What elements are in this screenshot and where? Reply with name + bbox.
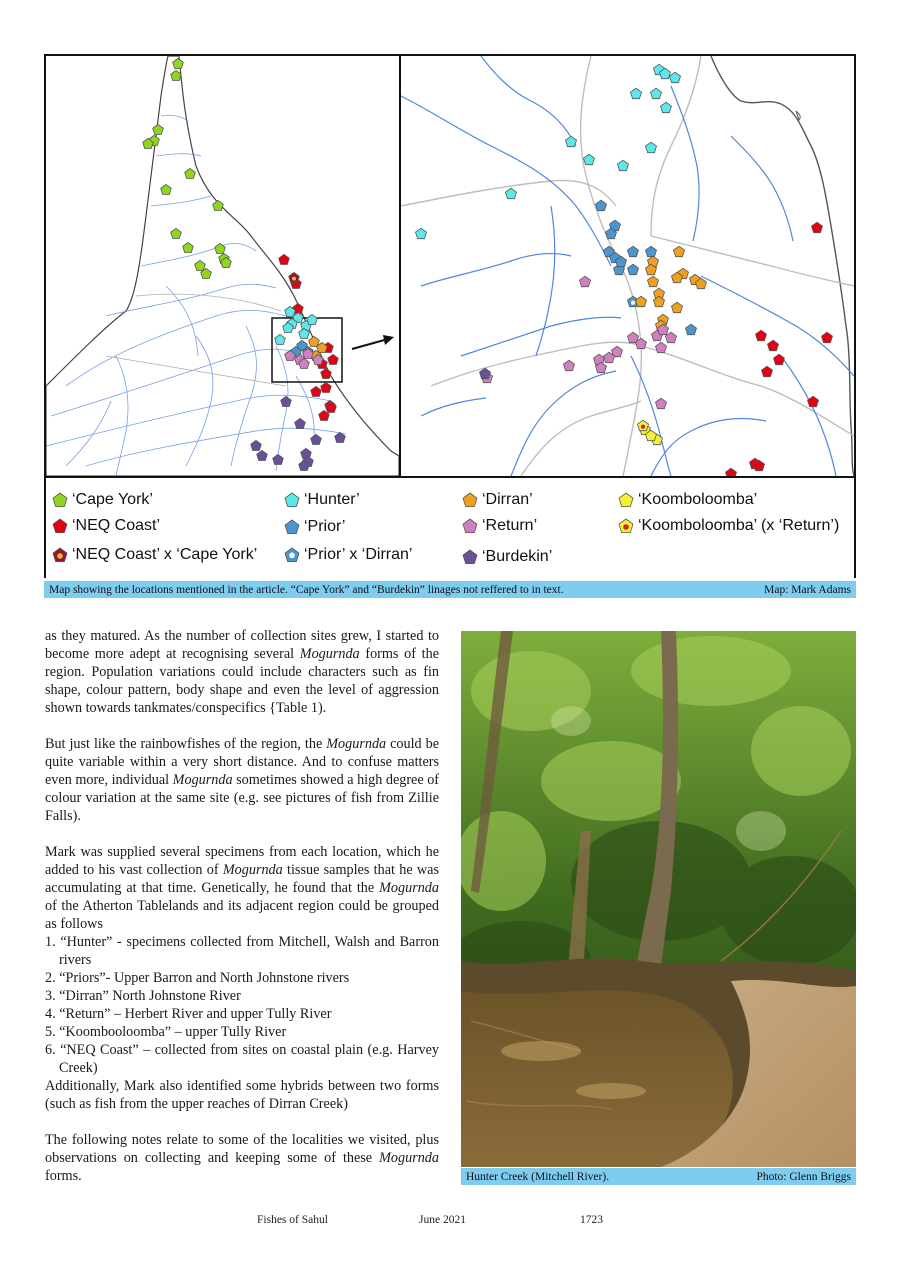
legend-burdekin	[462, 546, 552, 568]
list-item: 5. “Koombooloomba” – upper Tully River	[45, 1024, 287, 1040]
site-marker-center	[641, 425, 645, 429]
grouping-list	[45, 933, 439, 1077]
map-caption	[44, 581, 856, 598]
site-marker	[651, 88, 662, 99]
legend-label: ‘Cape York’	[72, 491, 153, 508]
pentagon-marker-icon	[52, 492, 68, 508]
legend-label: ‘Hunter’	[304, 491, 360, 508]
site-marker	[670, 72, 681, 83]
map-overview-svg	[46, 56, 399, 476]
legend-label: ‘Dirran’	[482, 491, 533, 508]
map-inset-svg	[401, 56, 854, 476]
map-figure	[44, 54, 856, 578]
site-marker	[279, 254, 290, 264]
pentagon-marker-icon	[284, 492, 300, 508]
site-marker	[646, 246, 657, 257]
pentagon-marker-icon	[52, 518, 68, 534]
site-marker	[812, 222, 823, 233]
site-marker	[618, 160, 629, 171]
map-legend	[46, 476, 854, 578]
photo-caption	[461, 1168, 856, 1185]
list-item: 2. “Priors”- Upper Barron and North Johnstone rivers	[45, 970, 350, 986]
site-marker	[564, 360, 575, 371]
site-marker	[646, 142, 657, 153]
site-marker	[726, 468, 737, 476]
paragraph-5: The following notes relate to some of the localities we visited, plus observations on collecting and keeping some of these Mogurnda forms.	[45, 1132, 439, 1184]
legend-cape-york	[52, 489, 153, 511]
list-item: 3. “Dirran” North Johnstone River	[45, 988, 241, 1004]
site-marker	[686, 324, 697, 335]
legend-hunter	[284, 489, 360, 511]
map-credit: Map: Mark Adams	[764, 583, 851, 596]
legend-prior	[284, 516, 345, 538]
site-marker	[307, 314, 318, 324]
footer-date: June 2021	[419, 1214, 466, 1226]
pentagon-marker-icon	[52, 547, 68, 563]
site-marker	[628, 264, 639, 275]
site-marker	[328, 354, 339, 364]
site-marker	[661, 102, 672, 113]
legend-koomboloomba	[618, 489, 757, 511]
site-marker	[584, 154, 595, 165]
site-marker	[656, 342, 667, 353]
site-marker	[822, 332, 833, 343]
pentagon-marker-icon	[618, 492, 634, 508]
site-marker	[672, 302, 683, 313]
legend-label: ‘Koomboloomba’	[638, 491, 758, 508]
article-body	[45, 627, 439, 1185]
footer-page-number: 1723	[580, 1214, 603, 1226]
site-marker	[756, 330, 767, 341]
paragraph-2: But just like the rainbowfishes of the region, the Mogurnda could be quite variable within a very short distance. And to confuse matters even more, individual Mogurnda sometimes showed a high degree of colour variation at the same site (e.g. see pictures of fish from Zillie Falls).	[45, 736, 440, 824]
map-caption-text: Map showing the locations mentioned in the article. “Cape York” and “Burdekin” linages not reffered to in text.	[49, 583, 564, 596]
site-marker	[768, 340, 779, 351]
paragraph-3: Mark was supplied several specimens from each location, which he added to his vast collection of Mogurnda tissue samples that he was accumulating at that time. Genetically, he found that the Mogurnda of the Atherton Tablelands and its adjacent region could be grouped as follows	[45, 844, 439, 932]
site-marker	[648, 276, 659, 287]
pentagon-marker-icon	[462, 549, 478, 565]
creek-photo	[461, 631, 856, 1167]
legend-return	[462, 515, 537, 537]
legend-label: ‘Burdekin’	[482, 548, 553, 565]
map-overview	[46, 56, 401, 476]
site-marker	[808, 396, 819, 407]
map-inset	[401, 56, 854, 476]
legend-label: ‘Prior’	[304, 518, 346, 535]
pentagon-marker-icon	[462, 518, 478, 534]
site-marker	[774, 354, 785, 365]
site-marker	[416, 228, 427, 239]
site-marker	[631, 88, 642, 99]
list-item: 6. “NEQ Coast” – collected from sites on coastal plain (e.g. Harvey Creek)	[45, 1042, 439, 1076]
legend-label: ‘Koomboloomba’ (x ‘Return’)	[638, 517, 840, 534]
site-marker-center	[292, 277, 296, 281]
legend-koomboloomba-x-return	[618, 515, 839, 537]
site-marker	[656, 398, 667, 409]
site-marker	[666, 332, 677, 343]
forest-creek-illustration	[461, 631, 856, 1167]
site-marker	[506, 188, 517, 199]
site-marker	[628, 246, 639, 257]
site-marker	[674, 246, 685, 257]
legend-label: ‘Prior’ x ‘Dirran’	[304, 546, 413, 563]
legend-dirran	[462, 489, 533, 511]
list-item: 1. “Hunter” - specimens collected from Mitchell, Walsh and Barron rivers	[45, 934, 439, 968]
legend-label: ‘NEQ Coast’	[72, 517, 161, 534]
photo-caption-text: Hunter Creek (Mitchell River).	[466, 1170, 610, 1183]
paragraph-1: as they matured. As the number of collection sites grew, I started to become more adept at recognising several Mogurnda forms of the region. Population variations could include characters such as fin shape, colour pattern, body shape and even the level of aggression shown towards tankmates/conspecifics {Table 1).	[45, 628, 439, 716]
pentagon-marker-icon	[284, 519, 300, 535]
pentagon-marker-icon	[284, 547, 300, 563]
site-marker	[566, 136, 577, 147]
site-marker	[762, 366, 773, 377]
pentagon-marker-icon	[462, 492, 478, 508]
site-marker-center	[631, 301, 635, 305]
legend-prior-x-dirran	[284, 544, 412, 566]
legend-label: ‘Return’	[482, 517, 538, 534]
pentagon-marker-icon	[618, 518, 634, 534]
legend-neq-coast	[52, 515, 160, 537]
site-marker	[596, 200, 607, 211]
footer-publication: Fishes of Sahul	[257, 1214, 328, 1226]
paragraph-4: Additionally, Mark also identified some hybrids between two forms (such as fish from the upper reaches of Dirran Creek)	[45, 1078, 439, 1112]
site-marker	[580, 276, 591, 287]
photo-credit: Photo: Glenn Briggs	[756, 1170, 851, 1183]
site-marker	[636, 296, 647, 307]
legend-label: ‘NEQ Coast’ x ‘Cape York’	[72, 546, 258, 563]
site-marker	[480, 368, 491, 379]
legend-neq-coast-x-cape-york	[52, 544, 257, 566]
list-item: 4. “Return” – Herbert River and upper Tully River	[45, 1006, 332, 1022]
